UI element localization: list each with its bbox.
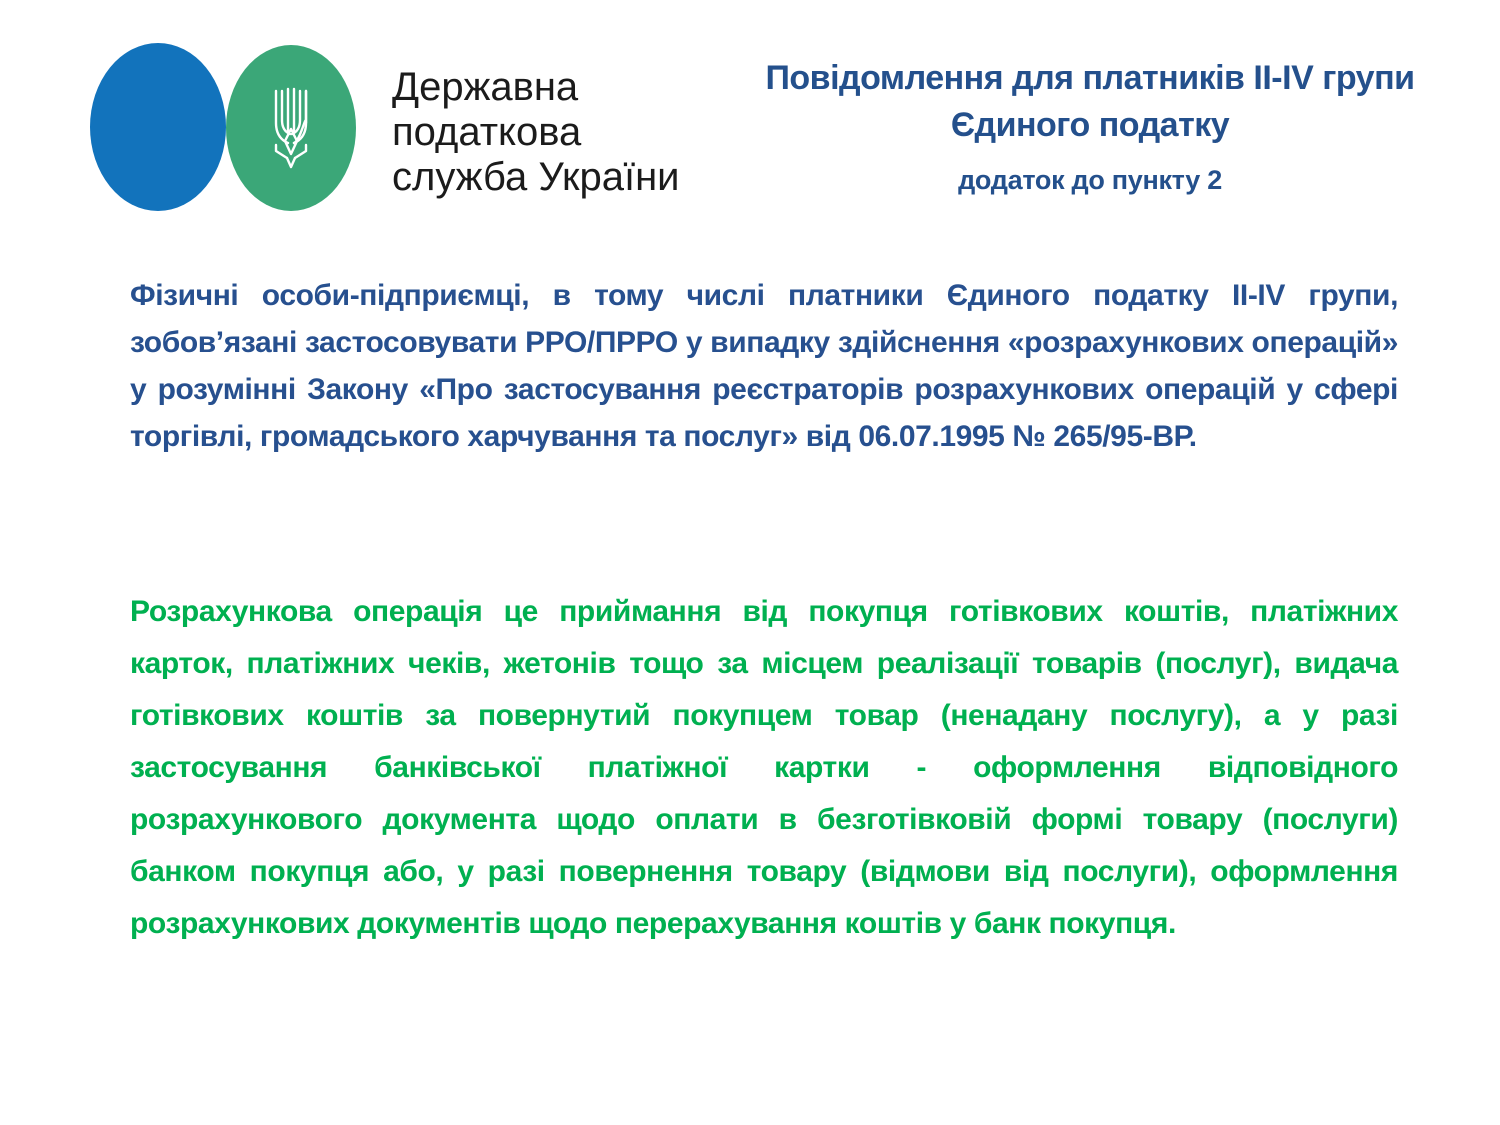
org-name-line3: служба України	[392, 155, 680, 199]
org-name	[392, 65, 680, 200]
org-name-line2: податкова	[392, 110, 582, 154]
page-subtitle: додаток до пункту 2	[958, 165, 1222, 195]
paragraph-green-settlement-definition: Розрахункова операція це приймання від покупця готівкових коштів, платіжних карток, платіжних чеків, жетонів тощо за місцем реалізації товарів (послуг), видача готівкових коштів за повернутий покупцем товар (ненадану послугу), а у разі застосування банківської платіжної картки - оформлення відповідного розрахункового документа щодо оплати в безготівковій формі товару (послуги) банком покупця або, у разі повернення товару (відмови від послуги), оформлення розрахункових документів щодо перерахування коштів у банк покупця.	[130, 595, 1398, 940]
tax-service-logo	[90, 43, 680, 211]
logo-green-circle	[226, 45, 356, 211]
page-title-line1: Повідомлення для платників II-IV групи	[765, 59, 1415, 97]
org-name-line1: Державна	[392, 65, 579, 109]
header-title-block	[700, 55, 1480, 195]
page-title-line2: Єдиного податку	[950, 106, 1230, 144]
paragraph-blue-rro-requirement: Фізичні особи-підприємці, в тому числі платники Єдиного податку II-IV групи, зобов’язані застосовувати РРО/ПРРО у випадку здійснення «розрахункових операцій» у розумінні Закону «Про застосування реєстраторів розрахункових операцій у сфері торгівлі, громадського харчування та послуг» від 06.07.1995 № 265/95-ВР.	[130, 279, 1398, 453]
tryzub-icon	[269, 87, 313, 169]
logo-blue-circle	[90, 43, 226, 211]
